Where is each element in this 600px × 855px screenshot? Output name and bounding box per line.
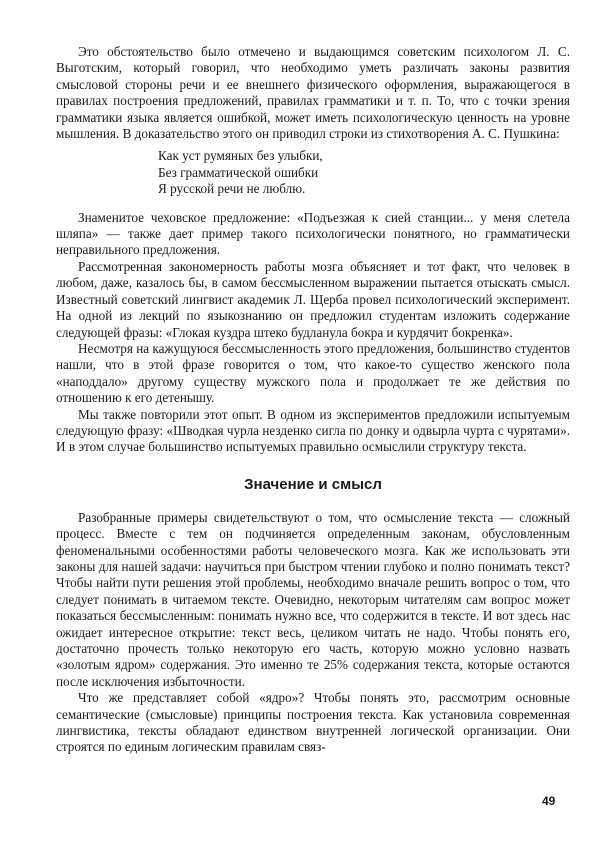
section-heading: Значение и смысл bbox=[244, 475, 382, 493]
verse-line-3: Я русской речи не люблю. bbox=[158, 181, 306, 197]
paragraph-core: Что же представляет собой «ядро»? Чтобы понять это, рассмотрим основные семантические (смысловые) принципы построения текста. Как установила современная лингвистика, тексты обладают единством внутренней логической организации. Они строятся по единым логическим правилам связ- bbox=[56, 690, 570, 755]
verse-line-2: Без грамматической ошибки bbox=[158, 164, 319, 180]
verse-line-1: Как уст румяных без улыбки, bbox=[158, 148, 323, 164]
page-body bbox=[56, 44, 570, 756]
pushkin-verse bbox=[158, 148, 570, 197]
paragraph-meaning: Разобранные примеры свидетельствуют о том, что осмысление текста — сложный процесс. Вместе с тем он подчиняется определенным законам, обусловленным феноменальными особенностями работы человеческого мозга. Как же использовать эти законы для нашей задачи: научиться при быстром чтении глубоко и полно понимать текст? Чтобы найти пути решения этой проблемы, необходимо вначале решить вопрос о том, что следует понимать в читаемом тексте. Очевидно, некоторым читателям сам вопрос может показаться бессмысленным: понимать нужно все, что содержится в тексте. И вот здесь нас ожидает интересное открытие: текст весь, целиком читать не надо. Чтобы понять его, достаточно прочесть только некоторую его часть, которую можно условно назвать «золотым ядром» содержания. Это именно те 25% содержания текста, которые остаются после исключения избыточности. bbox=[56, 509, 570, 689]
paragraph-experiment: Мы также повторили этот опыт. В одном из экспериментов предложили испытуемым следующую фразу: «Шводкая чурла незденко сигла по донку и одвырла чурта с чурятами». И в этом случае большинство испытуемых правильно осмыслили структуру текста. bbox=[56, 406, 570, 455]
page-number: 49 bbox=[542, 794, 556, 808]
paragraph-vygotsky: Это обстоятельство было отмечено и выдающимся советским психологом Л. С. Выготским, который говорил, что необходимо уметь различать законы развития смысловой стороны речи и ее внешнего физического оформления, выражающегося в правилах построения предложений, правилах грамматики и т. п. То, что с точки зрения грамматики языка является ошибкой, может иметь психологическую ценность на уровне мышления. В доказательство этого он приводил строки из стихотворения А. С. Пушкина: bbox=[56, 44, 570, 142]
paragraph-chekhov: Знаменитое чеховское предложение: «Подъезжая к сией станции... у меня слетела шляпа» — также дает пример такого психологически понятного, но грамматически неправильного предложения. bbox=[56, 209, 570, 258]
paragraph-students: Несмотря на кажущуюся бессмысленность этого предложения, большинство студентов нашли, что в этой фразе говорится о том, что какое-то существо женского пола «наподдало» другому существу мужского пола и продолжает те же действия по отношению к его детенышу. bbox=[56, 340, 571, 406]
paragraph-shcherba: Рассмотренная закономерность работы мозга объясняет и тот факт, что человек в любом, даже, казалось бы, в самом бессмысленном выражении пытается отыскать смысл. Известный советский лингвист академик Л. Щерба провел психологический эксперимент. На одной из лекций по языкознанию он предложил студентам изложить содержание следующей фразы: «Глокая куздра штеко будланула бокра и курдячит бокренка». bbox=[56, 258, 570, 340]
